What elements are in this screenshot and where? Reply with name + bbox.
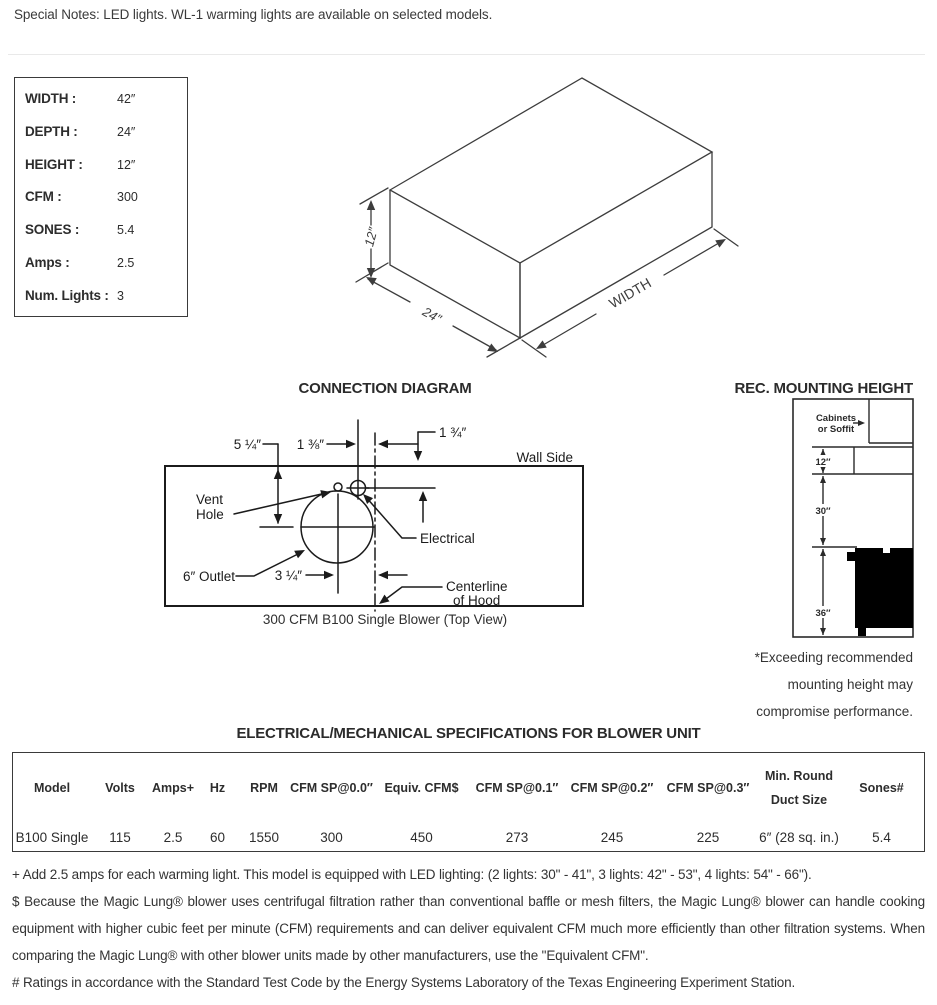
spec-row-amps <box>25 255 187 270</box>
arrowhead <box>858 420 865 426</box>
mounting-height-diagram <box>790 397 916 639</box>
col-header-sones: Sones# <box>859 781 904 796</box>
specs-table-header-row <box>13 763 921 815</box>
dimensions-summary-box <box>14 77 188 317</box>
arrowhead <box>294 546 307 558</box>
spec-label: CFM : <box>25 189 62 205</box>
cabinet-label-line1: Cabinets <box>815 413 857 424</box>
spec-value: 42″ <box>117 91 136 106</box>
spec-value: 5.4 <box>117 223 135 238</box>
cell-model: B100 Single <box>15 829 89 845</box>
spec-row-height <box>25 157 187 172</box>
col-header-cfm-sp00: CFM SP@0.0″ <box>290 781 373 796</box>
counter-height-dim-label: 36″ <box>815 608 831 619</box>
arrowhead <box>274 514 282 524</box>
vent-hole-symbol <box>334 483 342 491</box>
cell-duct-size: 6″ (28 sq. in.) <box>759 829 839 845</box>
arrowhead <box>820 449 826 456</box>
connection-diagram-title: CONNECTION DIAGRAM <box>298 380 472 397</box>
dim-1-three-quarter-label: 1 ¾″ <box>439 425 467 440</box>
outlet-label: 6″ Outlet <box>183 569 236 584</box>
footnote-ratings: # Ratings in accordance with the Standard Test Code by the Energy Systems Laboratory of the Texas Engineering Experiment Station. <box>12 975 796 990</box>
dim-1-three-eighth-label: 1 ⅜″ <box>296 437 324 452</box>
footnote-equivalent-cfm: $ Because the Magic Lung® blower uses centrifugal filtration rather than conventional baffle or mesh filters, the Magic Lung® blower can handle cooking equipment with higher cubic feet per minute (CFM) requirements and can deliver equivalent CFM much more efficiently than other filtration systems. When comparing the Magic Lung® with other blower units made by other manufacturers, use the "Equivalent CFM". <box>12 894 925 963</box>
arrowhead <box>324 571 334 579</box>
isometric-hood-diagram <box>340 60 760 370</box>
cell-volts: 115 <box>109 829 131 845</box>
connection-diagram <box>150 400 620 635</box>
col-header-duct-size-line1: Min. Round <box>764 769 834 784</box>
spec-value: 24″ <box>117 124 136 139</box>
col-header-equiv-cfm: Equiv. CFM$ <box>384 781 459 796</box>
col-header-volts: Volts <box>105 781 135 796</box>
arrowhead <box>378 440 388 448</box>
spec-value: 2.5 <box>117 256 135 271</box>
spec-label: Amps : <box>25 255 70 271</box>
warning-line: *Exceeding recommended <box>754 650 913 665</box>
spec-label: SONES : <box>25 222 80 238</box>
spec-row-depth <box>25 124 187 139</box>
cell-cfm-sp00: 300 <box>320 829 343 845</box>
clearance-dim-label: 30″ <box>815 506 831 517</box>
cell-equiv-cfm: 450 <box>410 829 433 845</box>
col-header-cfm-sp02: CFM SP@0.2″ <box>570 781 654 796</box>
col-header-cfm-sp03: CFM SP@0.3″ <box>666 781 750 796</box>
iso-width-dim-label: WIDTH <box>606 274 654 312</box>
cell-cfm-sp02: 245 <box>600 829 624 845</box>
specs-table-title: ELECTRICAL/MECHANICAL SPECIFICATIONS FOR BLOWER UNIT <box>236 725 701 742</box>
hood-outline-top-view <box>165 466 583 606</box>
mounting-height-warning <box>560 644 913 725</box>
centerline-label-line1: Centerline <box>446 579 508 594</box>
spec-value: 12″ <box>117 157 136 172</box>
col-header-duct-size-line2: Duct Size <box>770 793 828 807</box>
spec-row-sones <box>25 222 187 237</box>
col-header-hz: Hz <box>209 781 226 796</box>
warning-line: mounting height may <box>787 677 913 692</box>
spec-row-cfm <box>25 189 187 204</box>
dim-5-quarter-label: 5 ¼″ <box>233 437 261 452</box>
spec-label: WIDTH : <box>25 90 77 106</box>
arrowhead <box>367 268 375 278</box>
spec-label: HEIGHT : <box>25 156 83 172</box>
special-notes-text: Special Notes: LED lights. WL-1 warming lights are available on selected models. <box>14 7 493 22</box>
arrowhead <box>320 488 332 498</box>
cell-hz: 60 <box>209 829 226 845</box>
spec-value: 300 <box>117 190 138 205</box>
cabinet-label-line2: or Soffit <box>817 424 855 435</box>
mounting-height-title: REC. MOUNTING HEIGHT <box>734 380 913 397</box>
col-header-amps: Amps+ <box>151 781 195 796</box>
arrowhead <box>820 549 826 556</box>
col-header-cfm-sp01: CFM SP@0.1″ <box>475 781 559 796</box>
arrowhead <box>346 440 356 448</box>
electrical-label: Electrical <box>420 531 475 546</box>
specs-table-data-row <box>13 824 921 850</box>
connection-diagram-caption: 300 CFM B100 Single Blower (Top View) <box>262 612 508 627</box>
vent-hole-label-line2: Hole <box>196 507 224 522</box>
specs-table <box>12 752 925 852</box>
cell-cfm-sp03: 225 <box>696 829 720 845</box>
spec-label: DEPTH : <box>25 123 78 139</box>
arrowhead <box>367 200 375 210</box>
warning-line: compromise performance. <box>756 704 913 719</box>
cabinet-outline <box>869 399 913 443</box>
cell-sones: 5.4 <box>872 829 891 845</box>
arrowhead <box>820 476 826 483</box>
range-handle <box>847 552 855 561</box>
hood-height-dim-label: 12″ <box>815 457 831 468</box>
footnote-warming-lights: + Add 2.5 amps for each warming light. This model is equipped with LED lighting: (2 lights: 30" - 41", 3 lights: 42" - 53", 4 lights: 54" - 66"). <box>12 867 812 882</box>
arrowhead <box>820 538 826 545</box>
vent-hole-label-line1: Vent <box>196 492 224 507</box>
arrowhead <box>414 451 422 461</box>
footnotes-section <box>12 861 925 996</box>
col-header-rpm: RPM <box>250 781 278 796</box>
arrowhead <box>534 340 547 352</box>
wall-side-label: Wall Side <box>516 450 573 465</box>
centerline-label-line2: of Hood <box>453 593 501 608</box>
dim-3-quarter-label: 3 ¼″ <box>274 568 302 583</box>
iso-depth-dim-label: 24″ <box>420 303 444 327</box>
arrowhead <box>820 628 826 635</box>
spec-row-num-lights <box>25 288 187 303</box>
iso-height-dim-label: 12″ <box>361 225 381 249</box>
col-header-model: Model <box>33 781 71 796</box>
spec-row-width <box>25 91 187 106</box>
arrowhead <box>378 571 388 579</box>
cell-amps: 2.5 <box>163 829 183 845</box>
cell-cfm-sp01: 273 <box>505 829 529 845</box>
spec-label: Num. Lights : <box>25 287 109 303</box>
arrowhead <box>274 469 282 479</box>
horizontal-divider <box>8 54 925 55</box>
range-silhouette <box>855 548 913 636</box>
spec-value: 3 <box>117 288 124 303</box>
arrowhead <box>419 491 427 501</box>
col-header-duct-size <box>756 765 842 813</box>
cell-rpm: 1550 <box>248 829 280 845</box>
